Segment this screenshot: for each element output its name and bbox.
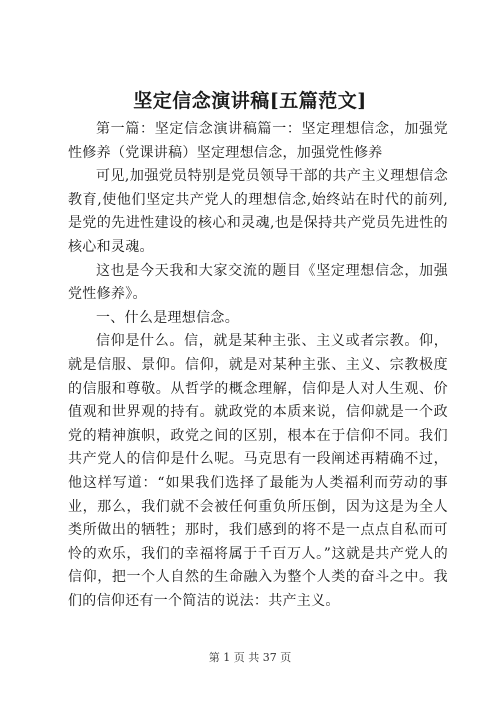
paragraph: 可见,加强党员特别是党员领导干部的共产主义理想信念教育,使他们坚定共产党人的理想信念,始终站在时代的前列,是党的先进性建设的核心和灵魂,也是保持共产党员先进性的核心和灵魂。 [68,168,448,255]
document-title: 坚定信念演讲稿[五篇范文] [133,90,367,112]
section-heading: 一、什么是理想信念。 [96,309,239,326]
paragraph: 第一篇：坚定信念演讲稿篇一：坚定理想信念，加强党性修养（党课讲稿）坚定理想信念，加强党性修养 [68,121,448,161]
page-footer: 第 1 页 共 37 页 [208,651,292,664]
paragraph: 这也是今天我和大家交流的题目《坚定理想信念，加强党性修养》。 [68,262,448,303]
document-body [68,118,448,613]
paragraph: 信仰是什么。信，就是某种主张、主义或者宗教。仰，就是信服、景仰。信仰，就是对某种主张、主义、宗教极度的信服和尊敬。从哲学的概念理解，信仰是人对人生观、价值观和世界观的持有。就政党的本质来说，信仰就是一个政党的精神旗帜，政党之间的区别，根本在于信仰不同。我们共产党人的信仰是什么呢。马克思有一段阐述再精确不过，他这样写道：“如果我们选择了最能为人类福利而劳动的事业，那么，我们就不会被任何重负所压倒，因为这是为全人类所做出的牺牲；那时，我们感到的将不是一点点自私而可怜的欢乐，我们的幸福将属于千百万人。”这就是共产党人的信仰，把一个人自然的生命融入为整个人类的奋斗之中。我们的信仰还有一个简洁的说法：共产主义。 [68,333,448,609]
